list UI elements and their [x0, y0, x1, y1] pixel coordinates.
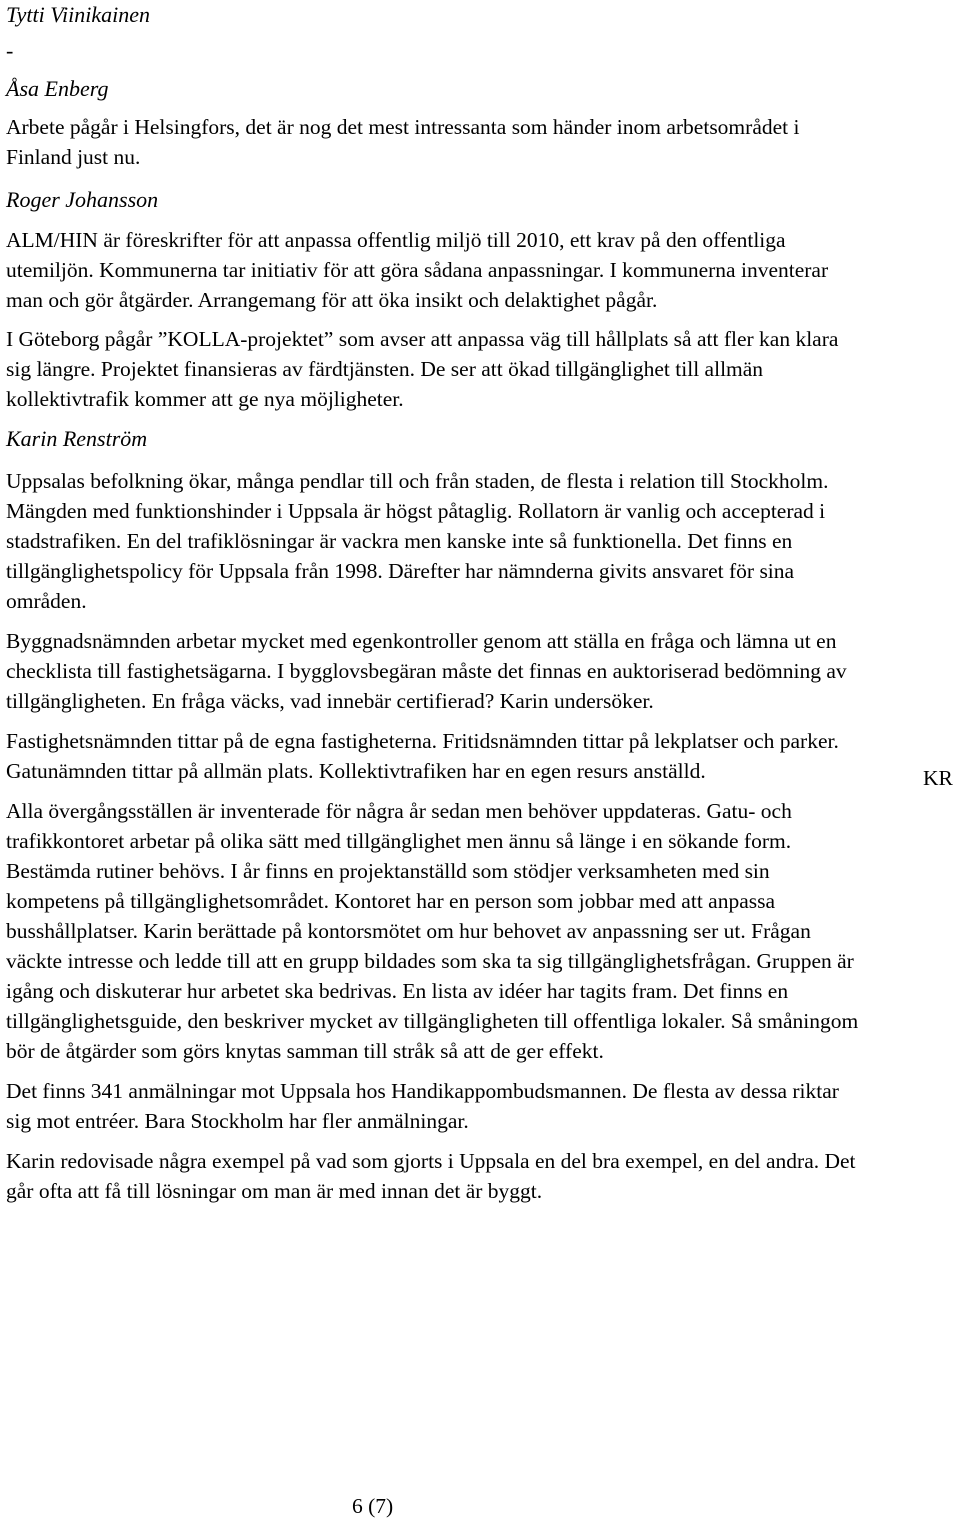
paragraph: Det finns 341 anmälningar mot Uppsala hos Handikappombudsmannen. De flesta av dessa riktar sig mot entréer. Bara Stockholm har fler anmälningar. — [6, 1079, 839, 1133]
paragraph: Alla övergångsställen är inventerade för några år sedan men behöver uppdateras. Gatu- och trafikkontoret arbetar på olika sätt med tillgänglighet men ännu så länge i en sökande form. Bestämda rutiner behövs. I år finns en projektanställd som stödjer verksamheten med sin kompetens på tillgänglighetsområdet. Kontoret har en person som jobbar med att anpassa busshållplatser. Karin berättade på kontorsmötet om hur behovet av anpassning ser ut. Frågan väckte intresse och ledde till att en grupp bildades som ska ta sig tillgänglighetsfrågan. Gruppen är igång och diskuterar hur arbetet ska bedrivas. En lista av idéer har tagits fram. Det finns en tillgänglighetsguide, den beskriver mycket av tillgängligheten till offentliga lokaler. Så småningom bör de åtgärder som görs knytas samman till stråk så att de ger effekt. — [6, 799, 859, 1063]
page-number: 6 (7) — [352, 1494, 394, 1518]
paragraph: Uppsalas befolkning ökar, många pendlar till och från staden, de flesta i relation till Stockholm. Mängden med funktionshinder i Uppsala är högst påtaglig. Rollatorn är vanlig och accepterad i stadstrafiken. En del trafiklösningar är vackra men kanske inte så funktionella. Det finns en tillgänglighetspolicy för Uppsala från 1998. Därefter har nämnderna givits ansvaret för sina områden. — [6, 469, 829, 613]
margin-initials: KR — [923, 766, 953, 790]
document-page — [6, 0, 866, 1216]
paragraph: ALM/HIN är föreskrifter för att anpassa offentlig miljö till 2010, ett krav på den offentliga utemiljön. Kommunerna tar initiativ för att göra sådana anpassningar. I kommunerna inventerar man och gör åtgärder. Arrangemang för att öka insikt och delaktighet pågår. — [6, 228, 829, 312]
paragraph: Byggnadsnämnden arbetar mycket med egenkontroller genom att ställa en fråga och lämna ut en checklista till fastighetsägarna. I bygglovsbegäran måste det finnas en auktoriserad bedömning av tillgängligheten. En fråga väcks, vad innebär certifierad? Karin undersöker. — [6, 629, 847, 713]
paragraph: Arbete pågår i Helsingfors, det är nog det mest intressanta som händer inom arbetsområdet i Finland just nu. — [6, 115, 800, 169]
paragraph: I Göteborg pågår ”KOLLA-projektet” som avser att anpassa väg till hållplats så att fler kan klara sig längre. Projektet finansieras av färdtjänsten. De ser att ökad tillgänglighet till allmän kollektivtrafik kommer att ge nya möjligheter. — [6, 327, 839, 411]
speaker-name: Tytti Viinikainen — [6, 2, 150, 27]
speaker-name: Karin Renström — [6, 426, 148, 451]
paragraph: Karin redovisade några exempel på vad som gjorts i Uppsala en del bra exempel, en del andra. Det går ofta att få till lösningar om man är med innan det är byggt. — [6, 1149, 856, 1203]
dash-separator: - — [6, 38, 14, 63]
paragraph: Fastighetsnämnden tittar på de egna fastigheterna. Fritidsnämnden tittar på lekplatser och parker. Gatunämnden tittar på allmän plats. Kollektivtrafiken har en egen resurs anställd. — [6, 729, 839, 783]
speaker-name: Åsa Enberg — [6, 76, 109, 101]
speaker-name: Roger Johansson — [6, 187, 159, 212]
